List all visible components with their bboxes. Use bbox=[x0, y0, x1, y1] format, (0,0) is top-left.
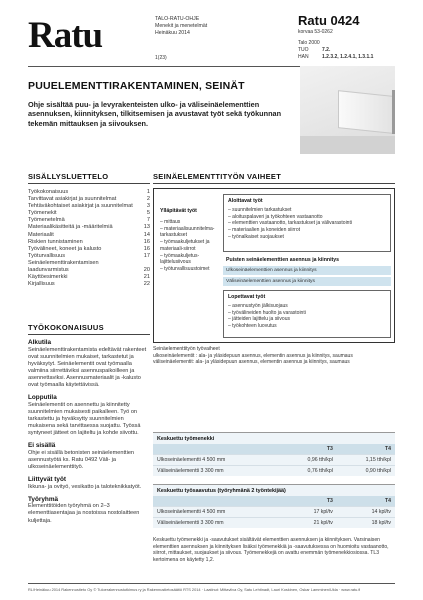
phase-list-item bbox=[228, 316, 388, 323]
column-header: T4 bbox=[337, 444, 395, 455]
toc-item bbox=[28, 217, 150, 224]
tables-note: Keskuettu työmenekki ja -saavutukset sisältävät elementtien asennuksen ja kiinnityksen. Varsinaisen elementtien asennuksen ja kiinnityksen lisäksi työmenekkiä ja -saavutuksessa on huomioitu vastaanotto, siirrot, mittaukset, suojaukset ja siivous. Työmenekkejä on avattu enemmän työmenekkiosiossa. TL3 kertoimena on käytetty 1,2. bbox=[153, 537, 389, 563]
wall-element-photo bbox=[300, 66, 395, 154]
column-header: T3 bbox=[279, 444, 337, 455]
work-phases-diagram bbox=[153, 188, 395, 343]
cell-t4: 1,15 tth/kpl bbox=[337, 455, 395, 466]
phase-list-item bbox=[160, 266, 218, 273]
classification-key: HAN bbox=[298, 54, 309, 60]
phase-list-text: työkohteen luovutus bbox=[232, 323, 277, 330]
upkeep-list bbox=[160, 219, 218, 273]
phases-rule bbox=[153, 183, 395, 184]
table-title: Keskuettu työsaavutus (työryhmänä 2 työntekijää) bbox=[157, 488, 286, 494]
work-output-table bbox=[153, 484, 395, 528]
footer-divider bbox=[28, 583, 395, 584]
phase-list-item bbox=[228, 234, 388, 241]
wall-edge-shape bbox=[392, 90, 395, 134]
toc-item-page: 7 bbox=[146, 217, 150, 224]
block-text: Ikkuna- ja ovityö, vesikatto ja taloteknikkatyöt. bbox=[28, 483, 142, 490]
work-block bbox=[28, 339, 150, 389]
block-text: Elementtitöiden työryhmä on 2–3 elementtiasentajaa ja nostoissa nostolaitteen kuljettaja. bbox=[28, 503, 140, 524]
row-label: Väliseinäelementti 3 300 mm bbox=[153, 518, 279, 529]
phase-list-text: työnalkaiset suojaukset bbox=[232, 233, 284, 240]
toc-item-label: Materiaalikäsitteitä ja -määritelmiä bbox=[28, 224, 113, 231]
classification-block bbox=[298, 40, 373, 61]
table-row bbox=[153, 455, 395, 466]
document-footer: RL/Heinäkuu 2014 Rakennustieto Oy © Tuloerakennustutkimus ry ja Rakennustietosäätiö RTS 2014 · Laatinut: Mittaviiva Oy, Satu Lehtinadt, Lauri Koskinen, Oskar Lamminen/Ukla · www.ratu.fi bbox=[28, 587, 361, 592]
block-heading: Ei sisällä bbox=[28, 442, 56, 450]
phase-list-text: työturvallisuustoimet bbox=[164, 265, 210, 272]
work-block bbox=[28, 442, 150, 471]
toc-item-page: 16 bbox=[143, 238, 150, 245]
toc-item-label: Seinäelementtirakentamisen laadunvarmistus bbox=[28, 259, 99, 274]
row-label: Väliseinäelementti 3 300 mm bbox=[153, 466, 279, 477]
toc-item-label: Työmenekit bbox=[28, 210, 57, 217]
classification-key: Talo 2000 bbox=[298, 40, 320, 46]
toc-item-page: 22 bbox=[143, 281, 150, 288]
document-header bbox=[0, 0, 423, 66]
phase-list-item bbox=[228, 214, 388, 221]
phase-list-item bbox=[228, 323, 388, 330]
toc-item-label: Käyttöesimerkki bbox=[28, 274, 68, 281]
dash-bullet: – bbox=[228, 207, 233, 213]
start-title: Aloittavat työt bbox=[228, 198, 263, 204]
floor-shape bbox=[300, 136, 395, 154]
phase-list-item bbox=[228, 227, 388, 234]
end-box bbox=[223, 290, 391, 338]
toc-item bbox=[28, 274, 150, 281]
phase-list-item bbox=[228, 220, 388, 227]
block-heading: Lopputila bbox=[28, 394, 57, 402]
phase-list-text: asennustyön jälkisuojaus bbox=[232, 303, 288, 309]
toc-item-label: Riskien tunnistaminen bbox=[28, 238, 83, 245]
toc-item bbox=[28, 224, 150, 231]
toc-item bbox=[28, 189, 150, 196]
phase-list-text: suunnitelmien tarkastukset bbox=[232, 207, 292, 213]
table-header-row bbox=[153, 444, 395, 455]
dash-bullet: – bbox=[160, 225, 165, 232]
table-corner bbox=[153, 496, 279, 507]
toc-heading: SISÄLLYSLUETTELO bbox=[28, 172, 109, 181]
upkeep-title: Ylläpitävät työt bbox=[160, 208, 197, 214]
phases-note-title: Seinäelementtityön työvaiheet bbox=[153, 346, 220, 352]
classification-value: 7.2. bbox=[322, 47, 331, 53]
phases-note bbox=[153, 346, 395, 366]
dash-bullet: – bbox=[228, 233, 233, 240]
dash-bullet: – bbox=[228, 323, 233, 330]
phase-list-item bbox=[228, 310, 388, 317]
block-heading: Alkutila bbox=[28, 339, 52, 346]
table-header-row bbox=[153, 496, 395, 507]
toc-item-label: Työmenetelmä bbox=[28, 217, 65, 224]
dash-bullet: – bbox=[228, 213, 233, 220]
document-title: PUUELEMENTTIRAKENTAMINEN, SEINÄT bbox=[28, 80, 245, 92]
start-box bbox=[223, 194, 391, 252]
toc-item-label: Työkokonaisuus bbox=[28, 189, 69, 195]
ratu-logo: Ratu bbox=[28, 15, 103, 56]
end-title: Lopettavat työt bbox=[228, 294, 266, 300]
work-hours-table bbox=[153, 432, 395, 476]
phase-list-text: materiaalisuunnitelma-tarkastukset bbox=[160, 225, 215, 239]
block-text: Seinäelementit on asennettu ja kiinnitetty suunnitelmien mukaisesti paikalleen. Työ on tarkastettu ja hyväksytty suunnitelmien mukaisena sekä tarvittaessa suojattu. Työssä syntyneet jätteet on lajiteltu ja kohde siivottu. bbox=[28, 401, 141, 437]
page-number: 1(23) bbox=[155, 55, 167, 61]
row-label: Ulkoseinäelementti 4 500 mm bbox=[153, 507, 279, 518]
cell-t3: 17 kpl/tv bbox=[279, 507, 337, 518]
phase-list-item bbox=[160, 253, 218, 266]
toc-item-label: Tarvittavat asiakirjat ja suunnitelmat bbox=[28, 196, 117, 203]
block-heading: Työryhmä bbox=[28, 495, 59, 503]
phase-list-text: työmaakuljetus-lajittelusiivous bbox=[160, 252, 200, 266]
phases-note-line: väliseinäelementit: ala- ja yläsidepuun asennus, elementin asennus ja kiinnitys, saumaus bbox=[153, 359, 350, 365]
work-description bbox=[28, 339, 150, 530]
toc-item-page: 1 bbox=[146, 189, 150, 195]
phase-list-text: työmaakuljetukset ja materiaali-siirrot bbox=[160, 239, 210, 252]
classification-value: 1.2.3.2, 1.2.4.1, 1.3.1.1 bbox=[322, 54, 374, 60]
column-header: T3 bbox=[279, 496, 337, 507]
end-list bbox=[228, 303, 388, 330]
intro-paragraph: Ohje sisältää puu- ja levyrakenteisten ulko- ja väliseinäelementtien asennuksen, kiinnityksen, tilkitsemisen ja avustavat työt sekä työkunnan tekemän mittauksen ja siivouksen. bbox=[28, 100, 282, 128]
toc-item-page: 14 bbox=[143, 231, 150, 238]
block-text: Ohje ei sisällä betonisten seinäelementtien asennustyötä ks. Ratu 0492 Väli- ja ulkoseinäelementtityö. bbox=[28, 449, 135, 470]
publisher-line: Heinäkuu 2014 bbox=[155, 30, 190, 36]
toc-item-page: 3 bbox=[146, 203, 150, 210]
phase-list-item bbox=[228, 303, 388, 310]
dash-bullet: – bbox=[228, 227, 233, 234]
start-list bbox=[228, 207, 388, 241]
phase-list-item bbox=[160, 226, 218, 239]
dash-bullet: – bbox=[160, 265, 165, 272]
toc-item bbox=[28, 196, 150, 203]
classification-row bbox=[298, 54, 373, 61]
toc-item-page: 5 bbox=[146, 210, 150, 217]
toc-item-page: 20 bbox=[143, 267, 150, 274]
toc-item-page: 17 bbox=[143, 252, 150, 259]
toc-item bbox=[28, 210, 150, 217]
phase-list-text: mittaus bbox=[164, 219, 181, 225]
dash-bullet: – bbox=[160, 239, 165, 246]
phase-list-text: työvälineiden huolto ja varastointi bbox=[232, 309, 306, 316]
dash-bullet: – bbox=[228, 316, 233, 323]
toc-item bbox=[28, 239, 150, 246]
toc-rule bbox=[28, 183, 150, 184]
phase-list-text: elementtien vastaanotto, tarkastukset ja välivarastointi bbox=[232, 220, 352, 227]
main-title: Puisten seinäelementtien asennus ja kiinnitys bbox=[226, 257, 340, 263]
toc-item bbox=[28, 232, 150, 239]
cell-t4: 0,90 tth/kpl bbox=[337, 466, 395, 477]
wall-panel-shape bbox=[338, 90, 393, 134]
dash-bullet: – bbox=[160, 252, 165, 259]
dash-bullet: – bbox=[228, 303, 233, 309]
cell-t3: 0,96 tth/kpl bbox=[279, 455, 337, 466]
table-row bbox=[153, 507, 395, 518]
work-block bbox=[28, 496, 150, 525]
phase-list-text: materiaalien ja koneiden siirrot bbox=[232, 227, 300, 234]
row-label: Ulkoseinäelementti 4 500 mm bbox=[153, 455, 279, 466]
document-code: Ratu 0424 bbox=[298, 13, 360, 28]
table-row bbox=[153, 466, 395, 477]
table-corner bbox=[153, 444, 279, 455]
work-heading: TYÖKOKONAISUUS bbox=[28, 323, 104, 332]
cell-t3: 21 kpl/tv bbox=[279, 518, 337, 529]
toc-item bbox=[28, 253, 150, 260]
table-row bbox=[153, 518, 395, 529]
toc-item bbox=[28, 203, 150, 210]
toc-item bbox=[28, 281, 150, 288]
dash-bullet: – bbox=[228, 220, 233, 227]
main-item: Väliseinäelementtien asennus ja kiinnitys bbox=[223, 277, 391, 286]
phase-list-item bbox=[160, 219, 218, 226]
toc-item-label: Työturvallisuus bbox=[28, 252, 65, 259]
publisher-line: Menekit ja menetelmät bbox=[155, 23, 208, 29]
block-text: Seinäelementtirakentamista edeltävät rakenteet ovat suunnitelmien mukaiset, tarkastetut ja hyväksytyt. Seinäelementit ovat työmaalla valmiina siirrettäviksi asennuspaikoilleen ja asennettaviksi. Asennusmateriaalit ja -kalusto ovat työmaalla käytettävissä. bbox=[28, 346, 147, 389]
publisher-block bbox=[155, 16, 207, 37]
toc-item-label: Materiaalit bbox=[28, 231, 54, 238]
replaces-code: korvaa 53-0262 bbox=[298, 29, 333, 35]
column-header: T4 bbox=[337, 496, 395, 507]
table-of-contents bbox=[28, 189, 150, 288]
block-heading: Liittyvät työt bbox=[28, 476, 66, 484]
table-title: Keskuettu työmenekki bbox=[157, 436, 215, 442]
main-item: Ulkoseinäelementtien asennus ja kiinnitys bbox=[223, 266, 391, 275]
phase-list-item bbox=[228, 207, 388, 214]
toc-item bbox=[28, 260, 150, 274]
publisher-line: TALO-RATU-OHJE bbox=[155, 16, 200, 22]
cell-t3: 0,76 tth/kpl bbox=[279, 466, 337, 477]
dash-bullet: – bbox=[228, 309, 233, 316]
toc-item-label: Tehtäväkohtaiset asiakirjat ja suunnitelmat bbox=[28, 203, 133, 210]
classification-row bbox=[298, 40, 373, 47]
work-block bbox=[28, 394, 150, 437]
toc-item-label: Kirjallisuus bbox=[28, 281, 55, 288]
phases-note-line: ulkoseinäelementit : ala- ja yläsidepuun asennus, elementin asennus ja kiinnitys, saumaus bbox=[153, 352, 353, 359]
classification-key: TUO bbox=[298, 47, 309, 53]
toc-item-page: 16 bbox=[143, 245, 150, 252]
classification-row bbox=[298, 47, 373, 54]
toc-item bbox=[28, 246, 150, 253]
work-block bbox=[28, 476, 150, 491]
dash-bullet: – bbox=[160, 219, 165, 225]
toc-item-page: 21 bbox=[143, 274, 150, 281]
phase-list-text: aloituspalaveri ja työkohteen vastaanotto bbox=[232, 213, 323, 220]
phase-list-text: jätteiden lajittelu ja siivous bbox=[232, 316, 290, 323]
cell-t4: 18 kpl/tv bbox=[337, 518, 395, 529]
toc-item-label: Työvälineet, koneet ja kalusto bbox=[28, 245, 102, 252]
phases-heading: SEINÄELEMENTTITYÖN VAIHEET bbox=[153, 172, 282, 181]
phase-list-item bbox=[160, 239, 218, 252]
work-rule bbox=[28, 334, 150, 335]
toc-item-page: 13 bbox=[143, 224, 150, 231]
toc-item-page: 2 bbox=[146, 196, 150, 203]
cell-t4: 14 kpl/tv bbox=[337, 507, 395, 518]
